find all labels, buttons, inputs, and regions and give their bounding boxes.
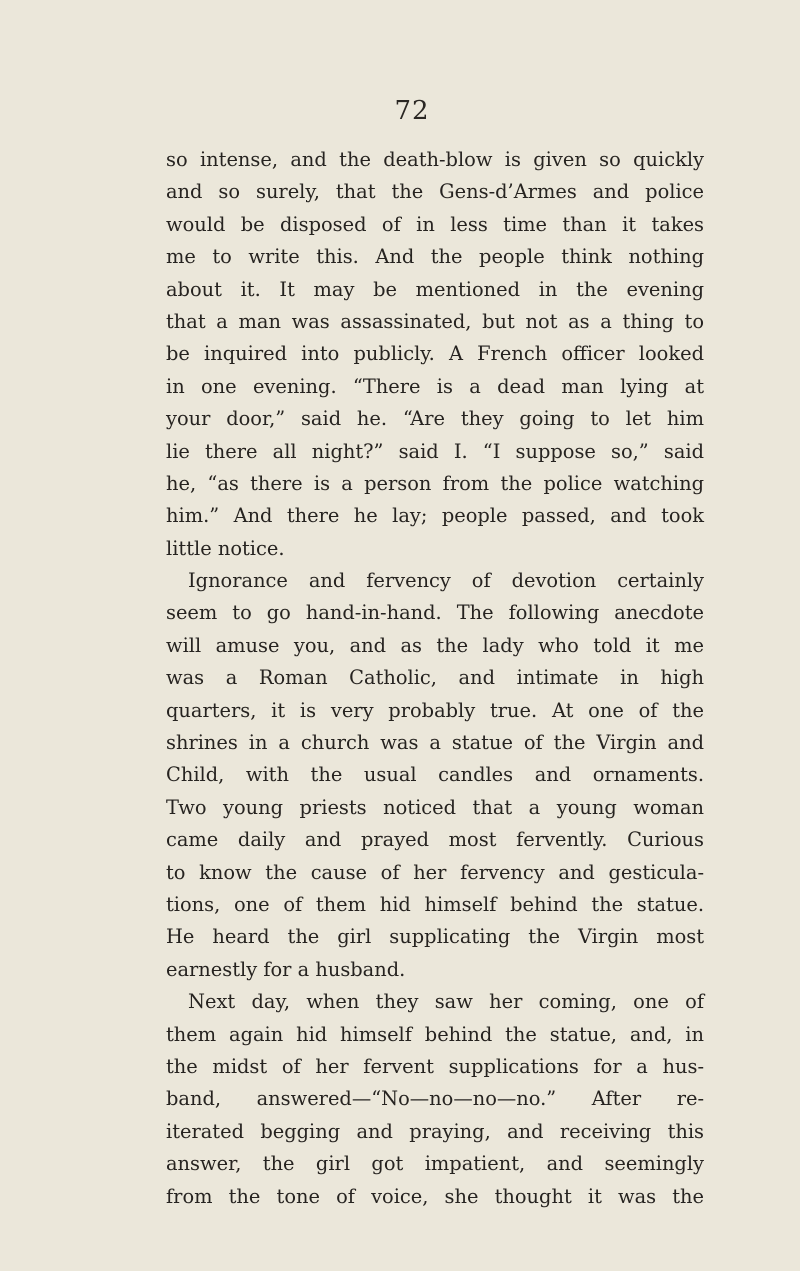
text-line: seem to go hand-in-hand. The following anecdote	[166, 601, 704, 625]
text-line: came daily and prayed most fervently. Curious	[166, 828, 704, 852]
text-line: in one evening. “There is a dead man lying at	[166, 374, 704, 398]
text-line: little notice.	[166, 536, 285, 560]
text-line: him.” And there he lay; people passed, and took	[166, 504, 704, 528]
text-line: band, answered—“No—no—no—no.” After re-	[166, 1087, 704, 1111]
text-line: them again hid himself behind the statue, and, in	[166, 1022, 704, 1046]
text-line: earnestly for a husband.	[166, 957, 406, 981]
text-line: to know the cause of her fervency and gesticula-	[166, 860, 704, 884]
text-line: iterated begging and praying, and receiving this	[166, 1119, 704, 1143]
text-line: shrines in a church was a statue of the Virgin and	[166, 731, 704, 755]
text-line: would be disposed of in less time than it takes	[166, 212, 704, 236]
text-line: tions, one of them hid himself behind the statue.	[166, 892, 704, 916]
body-text	[166, 144, 704, 1213]
text-line: so intense, and the death-blow is given so quickly	[166, 148, 704, 171]
text-line: quarters, it is very probably true. At one of the	[166, 698, 704, 722]
text-line: Next day, when they saw her coming, one of	[188, 990, 704, 1014]
text-line: from the tone of voice, she thought it was the	[166, 1184, 704, 1208]
text-line: answer, the girl got impatient, and seemingly	[166, 1152, 704, 1176]
text-line: he, “as there is a person from the police watching	[166, 471, 704, 495]
text-line: and so surely, that the Gens-d’Armes and police	[166, 180, 704, 204]
text-line: lie there all night?” said I. “I suppose so,” said	[166, 439, 704, 463]
text-line: was a Roman Catholic, and intimate in high	[166, 666, 704, 690]
text-line: the midst of her fervent supplications for a hus-	[166, 1054, 704, 1078]
text-line: about it. It may be mentioned in the evening	[166, 277, 704, 301]
page-number: 72	[394, 96, 430, 126]
text-line: your door,” said he. “Are they going to let him	[166, 407, 704, 431]
text-line: will amuse you, and as the lady who told it me	[166, 633, 704, 657]
text-line: that a man was assassinated, but not as a thing to	[166, 309, 704, 333]
text-line: be inquired into publicly. A French officer looked	[166, 342, 704, 366]
text-line: He heard the girl supplicating the Virgin most	[166, 925, 704, 949]
text-line: Child, with the usual candles and ornaments.	[166, 763, 704, 787]
text-line: me to write this. And the people think nothing	[166, 245, 704, 269]
text-line: Two young priests noticed that a young woman	[166, 795, 704, 819]
text-line: Ignorance and fervency of devotion certainly	[188, 569, 704, 593]
